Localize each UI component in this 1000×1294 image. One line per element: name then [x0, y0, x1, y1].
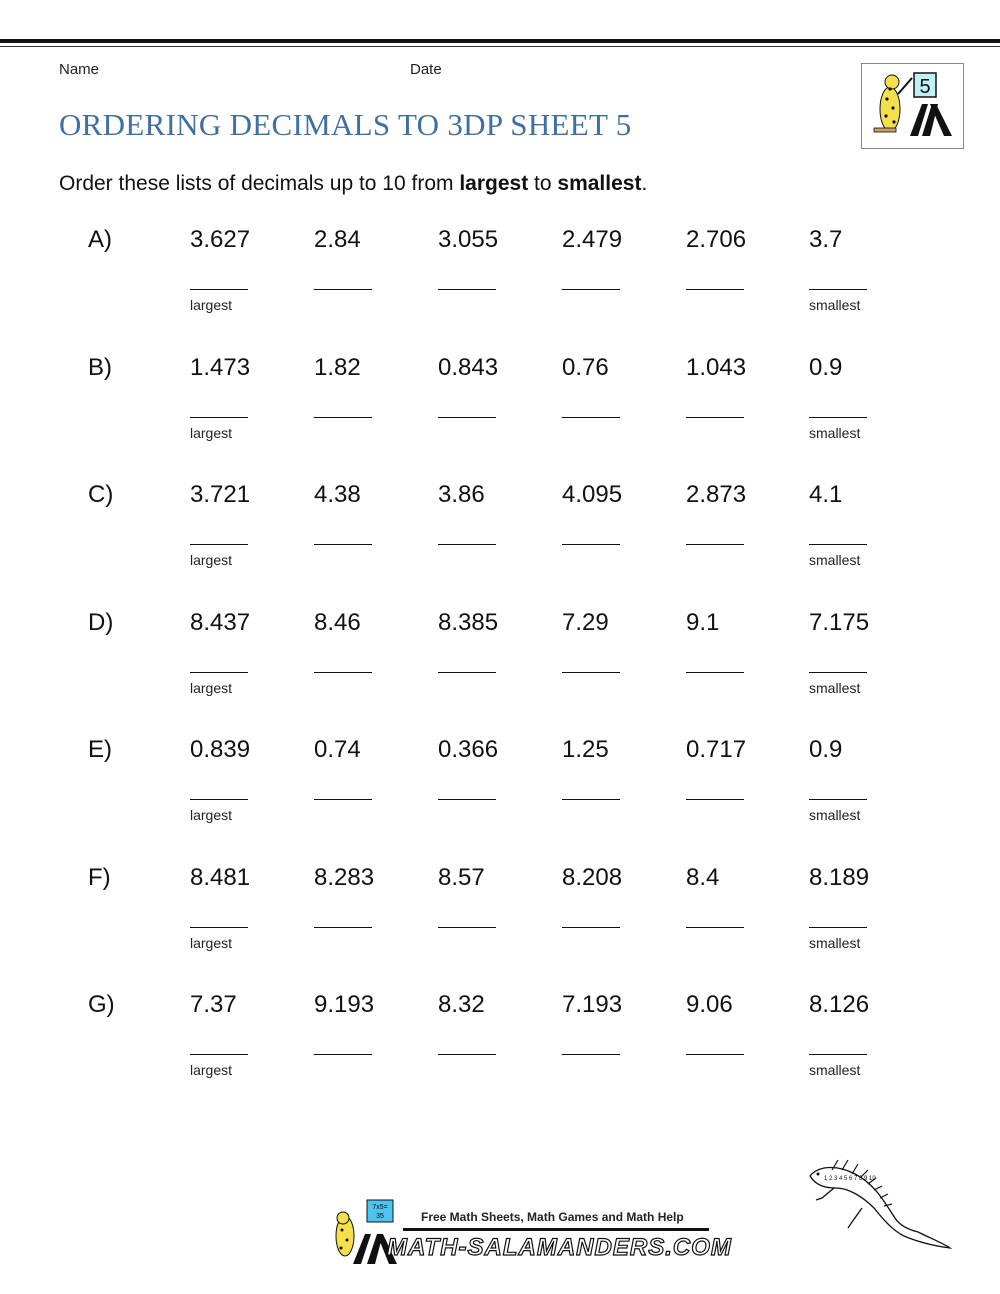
question-a [0, 226, 1000, 346]
answer-blank[interactable] [686, 416, 744, 418]
answer-blank[interactable] [314, 1053, 372, 1055]
decimal-value: 8.481 [190, 864, 251, 891]
question-letter: E) [88, 736, 112, 763]
answer-blank[interactable] [314, 671, 372, 673]
answer-blank[interactable] [314, 926, 372, 928]
answer-blank[interactable] [809, 926, 867, 928]
decimal-value: 3.627 [190, 226, 251, 253]
decimal-value: 2.873 [686, 481, 747, 508]
smallest-hint: smallest [809, 807, 861, 823]
decimal-value: 2.84 [314, 226, 361, 253]
answer-blank[interactable] [809, 543, 867, 545]
decimal-value: 7.175 [809, 609, 870, 636]
smallest-hint: smallest [809, 297, 861, 313]
answer-blank[interactable] [686, 671, 744, 673]
decimal-value: 0.9 [809, 736, 843, 763]
largest-hint: largest [190, 297, 233, 313]
answer-blank[interactable] [809, 416, 867, 418]
svg-text:35: 35 [376, 1213, 384, 1220]
largest-hint: largest [190, 807, 233, 823]
answer-blank[interactable] [190, 926, 248, 928]
decimal-value: 8.208 [562, 864, 623, 891]
smallest-hint: smallest [809, 935, 861, 951]
decimal-value: 3.7 [809, 226, 843, 253]
top-thin-rule [0, 46, 1000, 47]
answer-blank[interactable] [686, 798, 744, 800]
question-letter: G) [88, 991, 115, 1018]
decimal-value: 3.721 [190, 481, 251, 508]
question-g [0, 991, 1000, 1111]
answer-blank[interactable] [562, 416, 620, 418]
decimal-value: 3.86 [438, 481, 485, 508]
salamander-easel-logo-icon [861, 63, 964, 149]
largest-hint: largest [190, 680, 233, 696]
decimal-value: 9.06 [686, 991, 733, 1018]
largest-hint: largest [190, 425, 233, 441]
largest-hint: largest [190, 552, 233, 568]
answer-blank[interactable] [190, 288, 248, 290]
instruction-smallest: smallest [557, 172, 642, 195]
answer-blank[interactable] [438, 671, 496, 673]
question-b [0, 354, 1000, 474]
answer-blank[interactable] [438, 543, 496, 545]
decimal-value: 1.473 [190, 354, 251, 381]
answer-blank[interactable] [562, 288, 620, 290]
decimal-value: 8.189 [809, 864, 870, 891]
name-label: Name [59, 61, 100, 78]
answer-blank[interactable] [809, 1053, 867, 1055]
decimal-value: 0.76 [562, 354, 609, 381]
svg-text:1 2 3 4 5 6 7 8 9 10: 1 2 3 4 5 6 7 8 9 10 [824, 1176, 876, 1182]
footer-site-name[interactable]: MATH-SALAMANDERS.COM [387, 1234, 732, 1261]
question-letter: F) [88, 864, 111, 891]
decimal-value: 3.055 [438, 226, 499, 253]
decimal-value: 8.4 [686, 864, 720, 891]
top-thick-rule [0, 39, 1000, 43]
decimal-value: 9.1 [686, 609, 720, 636]
instruction-suffix: . [641, 172, 648, 195]
smallest-hint: smallest [809, 680, 861, 696]
answer-blank[interactable] [190, 798, 248, 800]
answer-blank[interactable] [314, 416, 372, 418]
question-f [0, 864, 1000, 984]
question-c [0, 481, 1000, 601]
decimal-value: 1.25 [562, 736, 609, 763]
decimal-value: 8.32 [438, 991, 485, 1018]
svg-text:5: 5 [919, 76, 931, 98]
question-e [0, 736, 1000, 856]
answer-blank[interactable] [562, 926, 620, 928]
footer-divider [403, 1228, 709, 1231]
smallest-hint: smallest [809, 1062, 861, 1078]
answer-blank[interactable] [809, 798, 867, 800]
decimal-value: 0.74 [314, 736, 361, 763]
answer-blank[interactable] [190, 543, 248, 545]
svg-text:7x5=: 7x5= [372, 1204, 388, 1211]
question-d [0, 609, 1000, 729]
answer-blank[interactable] [438, 288, 496, 290]
decimal-value: 1.043 [686, 354, 747, 381]
answer-blank[interactable] [562, 1053, 620, 1055]
instruction-prefix: Order these lists of decimals up to 10 from [59, 172, 460, 195]
answer-blank[interactable] [438, 1053, 496, 1055]
date-label: Date [410, 61, 442, 78]
answer-blank[interactable] [190, 416, 248, 418]
footer-tagline: Free Math Sheets, Math Games and Math Help [421, 1210, 684, 1224]
answer-blank[interactable] [686, 288, 744, 290]
answer-blank[interactable] [438, 926, 496, 928]
answer-blank[interactable] [686, 1053, 744, 1055]
answer-blank[interactable] [190, 1053, 248, 1055]
answer-blank[interactable] [438, 416, 496, 418]
math-salamanders-logo-icon[interactable] [325, 1196, 732, 1268]
decimal-value: 1.82 [314, 354, 361, 381]
largest-hint: largest [190, 1062, 233, 1078]
answer-blank[interactable] [809, 288, 867, 290]
decimal-value: 9.193 [314, 991, 375, 1018]
decimal-value: 4.095 [562, 481, 623, 508]
decimal-value: 8.437 [190, 609, 251, 636]
decimal-value: 4.38 [314, 481, 361, 508]
decimal-value: 2.479 [562, 226, 623, 253]
salamander-number-line-icon [800, 1148, 960, 1253]
smallest-hint: smallest [809, 552, 861, 568]
instruction-largest: largest [459, 172, 529, 195]
answer-blank[interactable] [314, 798, 372, 800]
question-letter: C) [88, 481, 114, 508]
decimal-value: 0.366 [438, 736, 499, 763]
smallest-hint: smallest [809, 425, 861, 441]
decimal-value: 0.843 [438, 354, 499, 381]
answer-blank[interactable] [686, 543, 744, 545]
answer-blank[interactable] [562, 543, 620, 545]
decimal-value: 0.717 [686, 736, 747, 763]
decimal-value: 8.283 [314, 864, 375, 891]
answer-blank[interactable] [190, 671, 248, 673]
answer-blank[interactable] [562, 671, 620, 673]
answer-blank[interactable] [809, 671, 867, 673]
instruction-middle: to [528, 172, 558, 195]
decimal-value: 4.1 [809, 481, 843, 508]
decimal-value: 0.839 [190, 736, 251, 763]
decimal-value: 7.29 [562, 609, 609, 636]
answer-blank[interactable] [438, 798, 496, 800]
decimal-value: 8.385 [438, 609, 499, 636]
largest-hint: largest [190, 935, 233, 951]
question-letter: B) [88, 354, 112, 381]
decimal-value: 0.9 [809, 354, 843, 381]
decimal-value: 7.193 [562, 991, 623, 1018]
answer-blank[interactable] [314, 543, 372, 545]
question-letter: A) [88, 226, 112, 253]
instruction-text [59, 172, 647, 196]
decimal-value: 8.126 [809, 991, 870, 1018]
answer-blank[interactable] [686, 926, 744, 928]
page-title: ORDERING DECIMALS TO 3DP SHEET 5 [59, 107, 632, 142]
decimal-value: 2.706 [686, 226, 747, 253]
decimal-value: 7.37 [190, 991, 237, 1018]
question-letter: D) [88, 609, 114, 636]
answer-blank[interactable] [314, 288, 372, 290]
decimal-value: 8.46 [314, 609, 361, 636]
answer-blank[interactable] [562, 798, 620, 800]
decimal-value: 8.57 [438, 864, 485, 891]
